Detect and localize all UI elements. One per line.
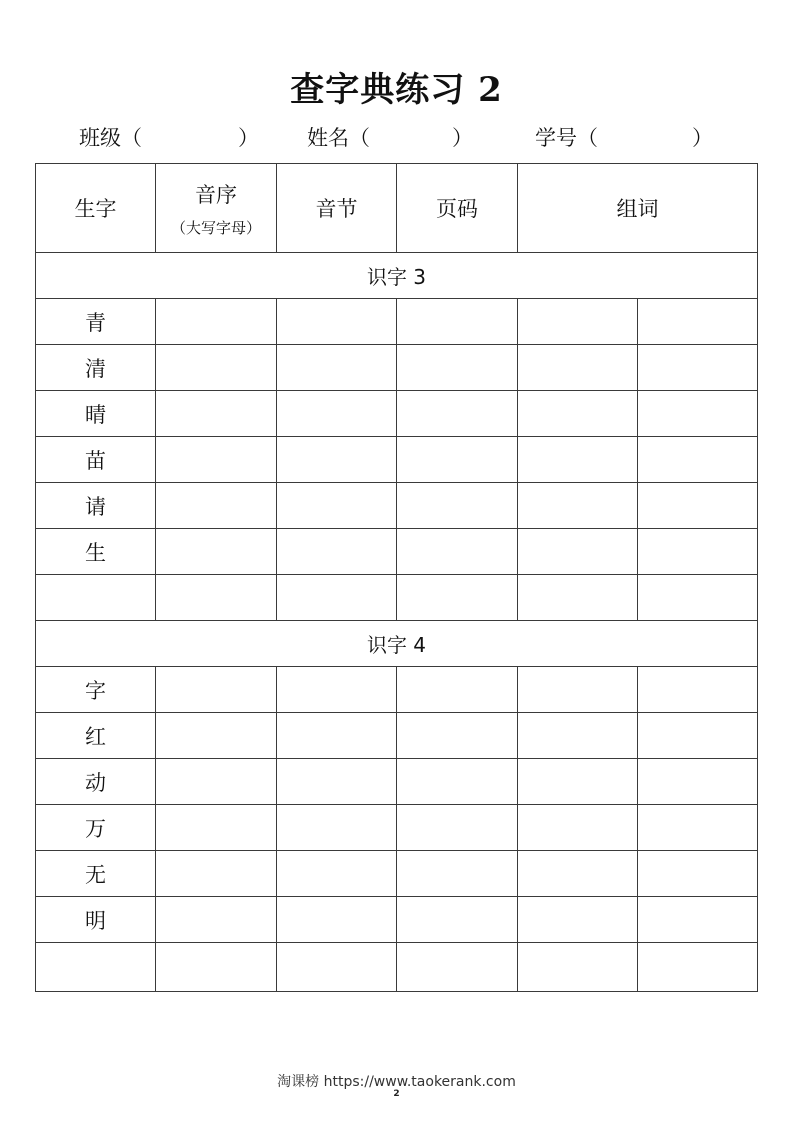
class-close-paren: ） bbox=[238, 126, 259, 150]
word-cell-1[interactable] bbox=[518, 529, 638, 575]
page-cell[interactable] bbox=[397, 391, 518, 437]
char-cell: 青 bbox=[36, 299, 156, 345]
syllable-cell[interactable] bbox=[277, 575, 397, 621]
char-cell: 清 bbox=[36, 345, 156, 391]
order-cell[interactable] bbox=[156, 667, 277, 713]
word-cell-1[interactable] bbox=[518, 345, 638, 391]
table-row bbox=[36, 529, 758, 575]
page-cell[interactable] bbox=[397, 943, 518, 992]
header-page: 页码 bbox=[397, 164, 518, 253]
header-order bbox=[156, 164, 277, 253]
char-cell: 晴 bbox=[36, 391, 156, 437]
table-row bbox=[36, 805, 758, 851]
char-cell: 苗 bbox=[36, 437, 156, 483]
page-cell[interactable] bbox=[397, 345, 518, 391]
header-words: 组词 bbox=[518, 164, 758, 253]
name-label: 姓名（ bbox=[307, 126, 370, 150]
header-char: 生字 bbox=[36, 164, 156, 253]
number-close-paren: ） bbox=[692, 126, 713, 150]
syllable-cell[interactable] bbox=[277, 391, 397, 437]
syllable-cell[interactable] bbox=[277, 805, 397, 851]
section-title: 识字 3 bbox=[36, 253, 758, 299]
table-row bbox=[36, 391, 758, 437]
word-cell-1[interactable] bbox=[518, 667, 638, 713]
word-cell-2[interactable] bbox=[638, 575, 758, 621]
order-cell[interactable] bbox=[156, 897, 277, 943]
word-cell-1[interactable] bbox=[518, 805, 638, 851]
syllable-cell[interactable] bbox=[277, 943, 397, 992]
page-number: 2 bbox=[393, 1089, 400, 1099]
word-cell-2[interactable] bbox=[638, 759, 758, 805]
student-info-line bbox=[0, 122, 793, 152]
order-cell[interactable] bbox=[156, 575, 277, 621]
syllable-cell[interactable] bbox=[277, 437, 397, 483]
footer-link[interactable]: 淘课榜 https://www.taokerank.com bbox=[277, 1074, 516, 1090]
char-cell bbox=[36, 943, 156, 992]
syllable-cell[interactable] bbox=[277, 851, 397, 897]
number-label: 学号（ bbox=[535, 126, 598, 150]
table-row bbox=[36, 345, 758, 391]
word-cell-2[interactable] bbox=[638, 667, 758, 713]
table-row bbox=[36, 851, 758, 897]
order-cell[interactable] bbox=[156, 529, 277, 575]
word-cell-1[interactable] bbox=[518, 897, 638, 943]
page-cell[interactable] bbox=[397, 759, 518, 805]
word-cell-2[interactable] bbox=[638, 483, 758, 529]
table-row bbox=[36, 759, 758, 805]
char-cell: 请 bbox=[36, 483, 156, 529]
section-row bbox=[36, 253, 758, 299]
word-cell-1[interactable] bbox=[518, 713, 638, 759]
word-cell-2[interactable] bbox=[638, 529, 758, 575]
order-cell[interactable] bbox=[156, 299, 277, 345]
dictionary-practice-table bbox=[35, 163, 758, 992]
table-row bbox=[36, 667, 758, 713]
syllable-cell[interactable] bbox=[277, 759, 397, 805]
page-title: 查字典练习 2 bbox=[290, 70, 503, 110]
word-cell-2[interactable] bbox=[638, 897, 758, 943]
table-row bbox=[36, 483, 758, 529]
table-row bbox=[36, 575, 758, 621]
order-cell[interactable] bbox=[156, 391, 277, 437]
page-cell[interactable] bbox=[397, 299, 518, 345]
page-cell[interactable] bbox=[397, 575, 518, 621]
syllable-cell[interactable] bbox=[277, 897, 397, 943]
word-cell-1[interactable] bbox=[518, 759, 638, 805]
class-label: 班级（ bbox=[79, 126, 142, 150]
header-order-sub: （大写字母） bbox=[170, 218, 261, 237]
syllable-cell[interactable] bbox=[277, 299, 397, 345]
order-cell[interactable] bbox=[156, 483, 277, 529]
char-cell: 动 bbox=[36, 759, 156, 805]
word-cell-1[interactable] bbox=[518, 391, 638, 437]
word-cell-2[interactable] bbox=[638, 345, 758, 391]
section-title: 识字 4 bbox=[36, 621, 758, 667]
order-cell[interactable] bbox=[156, 851, 277, 897]
page-cell[interactable] bbox=[397, 667, 518, 713]
word-cell-1[interactable] bbox=[518, 483, 638, 529]
page-cell[interactable] bbox=[397, 851, 518, 897]
table-row bbox=[36, 897, 758, 943]
syllable-cell[interactable] bbox=[277, 483, 397, 529]
name-close-paren: ） bbox=[452, 126, 473, 150]
table-header-row bbox=[36, 164, 758, 253]
order-cell[interactable] bbox=[156, 759, 277, 805]
page-cell[interactable] bbox=[397, 437, 518, 483]
char-cell: 生 bbox=[36, 529, 156, 575]
header-syllable: 音节 bbox=[277, 164, 397, 253]
header-order-main: 音序 bbox=[195, 182, 237, 207]
table-row bbox=[36, 299, 758, 345]
char-cell: 万 bbox=[36, 805, 156, 851]
word-cell-1[interactable] bbox=[518, 943, 638, 992]
word-cell-1[interactable] bbox=[518, 299, 638, 345]
word-cell-2[interactable] bbox=[638, 437, 758, 483]
table-row bbox=[36, 437, 758, 483]
word-cell-2[interactable] bbox=[638, 391, 758, 437]
word-cell-2[interactable] bbox=[638, 299, 758, 345]
word-cell-1[interactable] bbox=[518, 575, 638, 621]
char-cell bbox=[36, 575, 156, 621]
word-cell-2[interactable] bbox=[638, 851, 758, 897]
char-cell: 红 bbox=[36, 713, 156, 759]
char-cell: 无 bbox=[36, 851, 156, 897]
page-cell[interactable] bbox=[397, 483, 518, 529]
syllable-cell[interactable] bbox=[277, 667, 397, 713]
order-cell[interactable] bbox=[156, 943, 277, 992]
char-cell: 字 bbox=[36, 667, 156, 713]
word-cell-2[interactable] bbox=[638, 713, 758, 759]
word-cell-2[interactable] bbox=[638, 805, 758, 851]
order-cell[interactable] bbox=[156, 805, 277, 851]
order-cell[interactable] bbox=[156, 713, 277, 759]
section-row bbox=[36, 621, 758, 667]
page-cell[interactable] bbox=[397, 713, 518, 759]
table-row bbox=[36, 943, 758, 992]
page-cell[interactable] bbox=[397, 897, 518, 943]
page-cell[interactable] bbox=[397, 529, 518, 575]
syllable-cell[interactable] bbox=[277, 345, 397, 391]
char-cell: 明 bbox=[36, 897, 156, 943]
syllable-cell[interactable] bbox=[277, 713, 397, 759]
order-cell[interactable] bbox=[156, 437, 277, 483]
table-row bbox=[36, 713, 758, 759]
syllable-cell[interactable] bbox=[277, 529, 397, 575]
word-cell-1[interactable] bbox=[518, 437, 638, 483]
word-cell-2[interactable] bbox=[638, 943, 758, 992]
word-cell-1[interactable] bbox=[518, 851, 638, 897]
order-cell[interactable] bbox=[156, 345, 277, 391]
page-cell[interactable] bbox=[397, 805, 518, 851]
